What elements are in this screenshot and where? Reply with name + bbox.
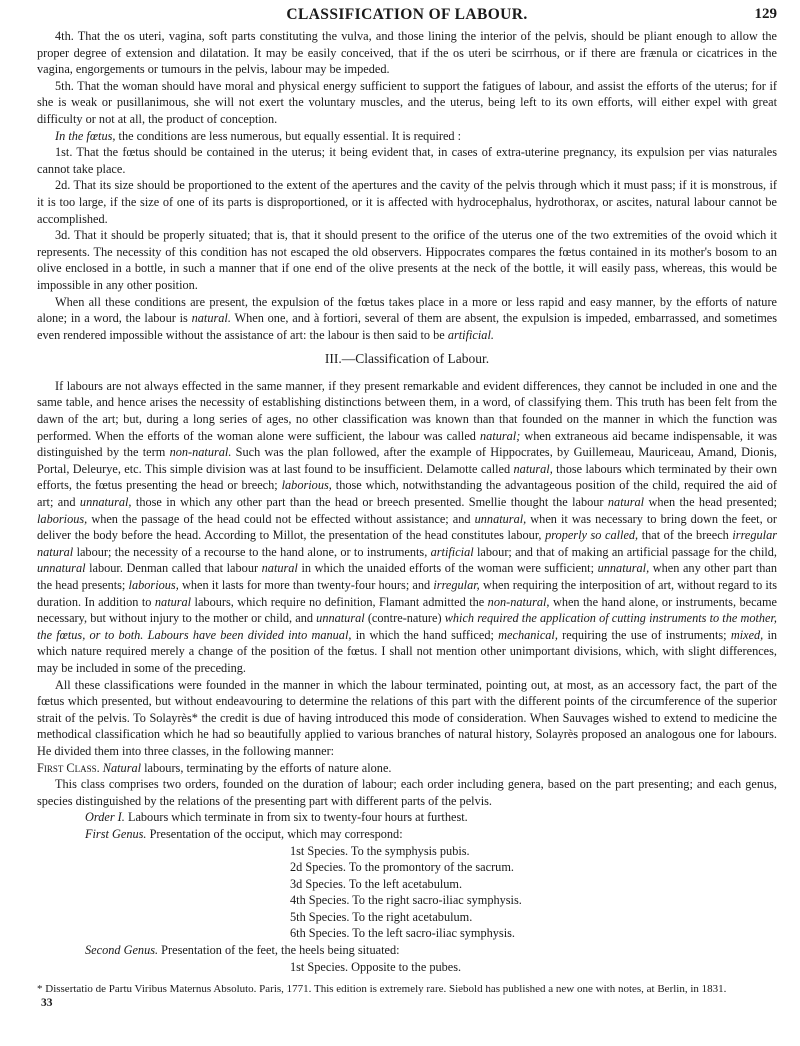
emphasis: irregular natural: [37, 528, 778, 559]
footnote: [37, 982, 777, 1010]
section-heading: III.—Classification of Labour.: [324, 351, 490, 367]
species-line: 3d Species. To the left acetabulum.: [290, 876, 463, 891]
text-run: labour. Denman called that labour: [89, 561, 259, 576]
text-run: in which the hand sufficed;: [355, 627, 494, 642]
paragraph-text: When all these conditions are present, the expulsion of the fœtus takes place in a more or less rapid and easy manner, by the efforts of nature alone; in a word, the labour is: [37, 294, 777, 326]
text-run: when any other part than the head presents;: [37, 561, 777, 592]
emphasis: unnatural: [37, 561, 86, 576]
emphasis: unnatural,: [474, 511, 527, 526]
species-line: 4th Species. To the right sacro-iliac symphysis.: [290, 893, 522, 908]
text-run: (contre-nature): [367, 611, 442, 626]
species-line: 1st Species. Opposite to the pubes.: [290, 959, 462, 974]
text-run: labour; the necessity of a recourse to the hand alone, or to instruments,: [76, 544, 428, 559]
emphasis: properly so called,: [545, 528, 639, 543]
genus-label: Second Genus.: [85, 943, 159, 958]
emphasis: artificial.: [447, 327, 494, 342]
species-line: 1st Species. To the symphysis pubis.: [290, 843, 470, 858]
species-line: 6th Species. To the left sacro-iliac symphysis.: [290, 926, 515, 941]
emphasis: laborious,: [281, 478, 332, 493]
text-run: in which the unaided efforts of the woman were sufficient;: [301, 561, 595, 576]
page-number: 129: [754, 6, 777, 22]
emphasis: unnatural: [316, 611, 365, 626]
emphasis: laborious,: [128, 578, 179, 592]
text-run: when extraneous aid became indispensable, it was distinguished by the term: [37, 428, 778, 460]
page-body: [37, 28, 777, 1010]
text-run: when the hand alone, or instruments, became necessary, but without injury to the mother or child, and: [37, 594, 778, 626]
emphasis: natural;: [480, 428, 521, 443]
text-run: when it lasts for more than twenty-four hours; and: [181, 578, 431, 592]
text-run: when it was necessary to bring down the feet, or deliver the body before the head. According to Millot, the presentation of the head constitutes labour,: [37, 511, 777, 543]
emphasis: natural,: [513, 461, 553, 476]
paragraph: 3d. That it should be properly situated; that is, that it should present to the orifice of the uterus one of the two extremities of the ovoid which it represents. The necessity of this condition has not escaped the old observers. Hippocrates compares the fœtus contained in its mother's bosom to an olive enclosed in a bottle, in such a manner that if one end of the olive presents at the neck of the bottle, it will easily pass, whereas, this would be impossible in any other position.: [37, 228, 777, 292]
order-line: [37, 809, 777, 826]
signature-mark: 33: [41, 997, 53, 1010]
foetus-intro-label: In the fœtus,: [55, 128, 116, 143]
species-line: 5th Species. To the right acetabulum.: [290, 909, 473, 924]
emphasis: natural: [607, 495, 645, 510]
paragraph: All these classifications were founded in the manner in which the labour terminated, pointing out, at most, as an accessory fact, the part of the fœtus which presented, but without endeavouring to determine the relations of this part with the different points of the circumference of the superior strait of the pelvis. To Solayrès* the credit is due of having introduced this mode of consideration. When Sauvages wished to extend to medicine the methodical classification which he had so beautifully applied to various branches of natural history, Solayrès proposed an analogous one for labours. He divided them into three classes, in the following manner:: [37, 677, 777, 758]
paragraph: 4th. That the os uteri, vagina, soft parts constituting the vulva, and those lining the interior of the pelvis, should be pliant enough to allow the proper degree of extension and dilatation. It may be easily conceived, that if the os uteri be scirrhous, or if there are frænula or cicatrices in the vagina, engorgements or tumours in the pelvis, labour may be impeded.: [37, 29, 777, 77]
paragraph: 1st. That the fœtus should be contained in the uterus; it being evident that, in cases of extra-uterine pregnancy, its expulsion per vias naturales cannot take place.: [37, 145, 777, 176]
footnote-text: * Dissertatio de Partu Viribus Maternus Absoluto. Paris, 1771. This edition is extremely rare. Siebold has published a new one with notes, at Berlin, in 1831.: [37, 983, 727, 996]
emphasis: natural.: [191, 311, 231, 326]
paragraph-text: the conditions are less numerous, but equally essential. It is required :: [118, 128, 462, 143]
text-run: Labours which terminate in from six to twenty-four hours at furthest.: [127, 810, 468, 825]
text-run: Such was the plan followed, after the example of Hippocrates, by Guillemeau, Mauriceau, Amand, Dionis, Portal, Deleurye, etc. This simple division was at last found to be insufficient. Delamotte called: [37, 445, 778, 476]
text-run: that of the breech: [641, 528, 729, 543]
paragraph: 2d. That its size should be proportioned to the extent of the apertures and the cavity of the pelvis through which it must pass; if it is monstrous, if it is too large, if the size of one of its parts is disproportioned, or it is affected with hydrocephalus, hydrothorax, or ascites, natural labour cannot be accomplished.: [37, 178, 777, 226]
class-label: First Class.: [37, 760, 100, 775]
running-title: CLASSIFICATION OF LABOUR.: [286, 6, 528, 23]
text-run: requiring the use of instruments;: [562, 627, 727, 642]
text-run: labours, terminating by the efforts of nature alone.: [144, 760, 392, 775]
genus-label: First Genus.: [85, 826, 147, 841]
text-run: those labours which terminated by their own efforts, the fœtus presenting the head or breech;: [37, 461, 777, 493]
text-run: those in which any other part than the head or breech presented. Smellie thought the labour: [135, 495, 604, 510]
emphasis: irregular,: [433, 578, 480, 592]
genus-line: [37, 942, 777, 959]
emphasis: non-natural,: [487, 594, 550, 609]
emphasis: artificial: [430, 544, 474, 559]
genus-line: [37, 826, 777, 843]
emphasis: mechanical,: [498, 627, 558, 642]
emphasis: mixed,: [730, 627, 764, 642]
emphasis: Natural: [102, 760, 142, 775]
emphasis: manual,: [311, 627, 352, 642]
text-run: those which, notwithstanding the advantageous position of the child, required the aid of art; and: [37, 478, 778, 510]
page-header: [37, 0, 777, 28]
paragraph-text: When one, and à fortiori, several of them are absent, the expulsion is impeded, embarrassed, and sometimes even rendered impossible without the assistance of art: the labour is then said to be: [37, 311, 777, 342]
emphasis: which required the application of cutting instruments to the mother, the fœtus, or to both. Labours have been divided into: [37, 611, 778, 642]
paragraph: This class comprises two orders, founded on the duration of labour; each order including genera, based on the part presenting; and each genus, species distinguished by the relations of the presenting part with different parts of the pelvis.: [37, 777, 777, 808]
emphasis: natural: [261, 561, 298, 576]
emphasis: unnatural,: [79, 495, 132, 510]
text-run: when the passage of the head could not be effected without assistance; and: [91, 511, 471, 526]
text-run: If labours are not always effected in the same manner, if they present remarkable and evident differences, they cannot be included in one and the same table, and hence arises the necessity of establishing distinctions between them, in a word, of classifying them. This truth has been felt from the dawn of the art; but, during a long series of ages, no other classification was known than that founded on the manner in which the function was performed. When the efforts of the woman alone were sufficient, the labour was called: [37, 378, 777, 443]
text-run: labour; and that of making an artificial passage for the child,: [477, 544, 778, 559]
emphasis: laborious,: [37, 511, 88, 526]
text-run: when requiring the interposition of art, without regard to its duration. In addition to: [37, 578, 778, 609]
emphasis: natural: [154, 594, 192, 609]
species-line: 2d Species. To the promontory of the sacrum.: [290, 860, 514, 875]
text-run: when the head presented;: [648, 495, 778, 510]
order-label: Order I.: [85, 810, 125, 825]
paragraph: [37, 128, 777, 145]
text-run: Presentation of the occiput, which may correspond:: [149, 826, 403, 841]
text-run: labours, which require no definition, Flamant admitted the: [194, 594, 485, 609]
emphasis: unnatural,: [597, 561, 650, 576]
first-class: [37, 760, 777, 777]
text-run: in which nature required merely a change of the position of the fœtus. I shall not mention other unimportant divisions, which, with slight differences, may be included in some of the preceding.: [37, 627, 778, 675]
paragraph: [37, 294, 777, 344]
text-run: Presentation of the feet, the heels being situated:: [161, 943, 400, 958]
emphasis: non-natural.: [169, 445, 232, 460]
paragraph: 5th. That the woman should have moral and physical energy sufficient to support the fatigues of labour, and assist the efforts of the uterus; for if she is weak or pusillanimous, she will not exert the voluntary muscles, and the uterus, being left to its own efforts, will either expel with great difficulty or not at all, the product of conception.: [37, 78, 777, 126]
paragraph: [37, 378, 777, 677]
